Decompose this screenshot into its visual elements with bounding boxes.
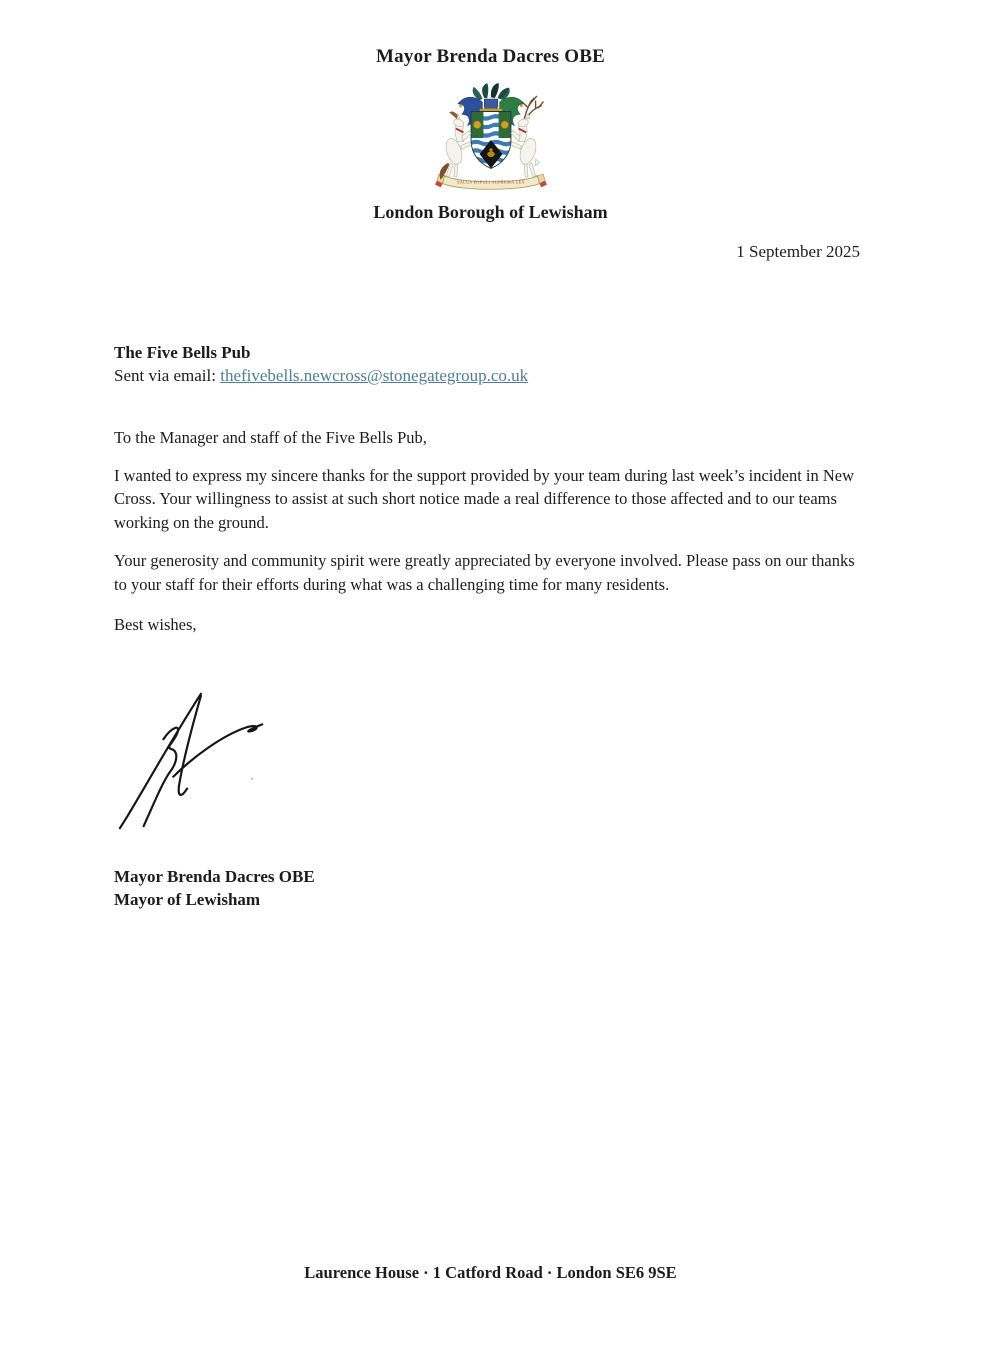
crest-motto: SALUS POPULI SUPREMA LEX [456, 179, 525, 185]
signature-image [114, 678, 272, 836]
crest-motto-scroll [435, 174, 547, 189]
recipient-block [114, 341, 860, 387]
letter-body [0, 341, 981, 911]
signer-title: Mayor of Lewisham [114, 889, 261, 909]
recipient-email-link[interactable]: thefivebells.newcross@stonegategroup.co.uk [220, 366, 529, 385]
letter-header [0, 0, 981, 223]
lewisham-coat-of-arms-icon [429, 83, 553, 195]
recipient-name: The Five Bells Pub [114, 343, 251, 362]
organisation-name: London Borough of Lewisham [373, 202, 608, 222]
salutation: To the Manager and staff of the Five Bells Pub, [114, 428, 427, 447]
crest-stag-antlers [522, 96, 543, 119]
letter-date: 1 September 2025 [736, 242, 860, 261]
footer-address: Laurence House · 1 Catford Road · London SE6 9SE [304, 1263, 677, 1282]
letter-footer [0, 1262, 981, 1284]
sent-via-label: Sent via email: [114, 366, 221, 385]
signer-name: Mayor Brenda Dacres OBE [114, 866, 315, 886]
crest-plumes [472, 83, 509, 100]
crest-horse-mane [449, 111, 458, 119]
mayor-title: Mayor Brenda Dacres OBE [376, 46, 605, 67]
body-paragraph-2: Your generosity and community spirit were greatly appreciated by everyone involved. Please pass on our thanks to your staff for their efforts during what was a challenging time for many residents. [114, 551, 855, 594]
recipient-email-line [114, 364, 860, 387]
date-row [0, 241, 981, 262]
closing: Best wishes, [114, 615, 197, 634]
body-paragraph-1: I wanted to express my sincere thanks for the support provided by your team during last week’s incident in New Cross. Your willingness to assist at such short notice made a real difference to those affected and to our teams working on the ground. [114, 465, 855, 532]
crest-shield [471, 111, 511, 168]
crest-stag-supporter [510, 113, 538, 177]
signer-block [114, 865, 860, 911]
